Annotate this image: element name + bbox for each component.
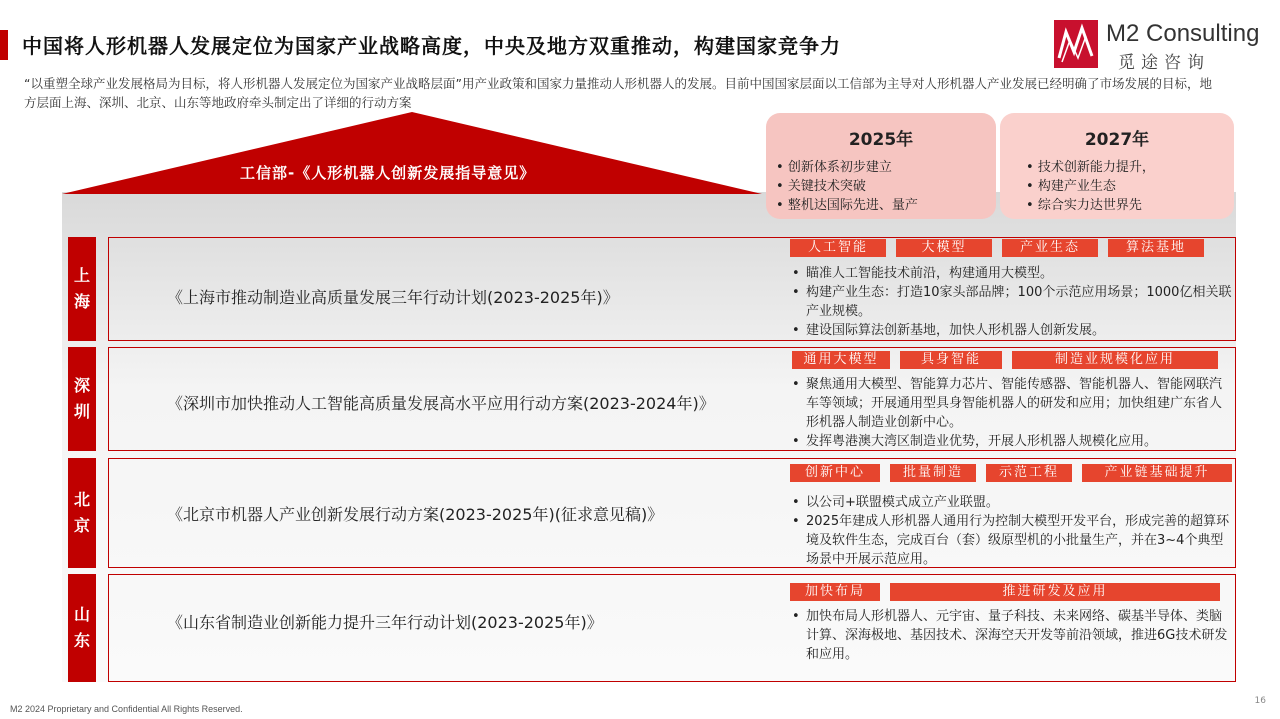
region-char: 海: [73, 292, 90, 311]
page-number: 16: [1254, 696, 1266, 706]
tags-shenzhen: [792, 351, 1218, 369]
plan-title-shenzhen: 《深圳市加快推动人工智能高质量发展高水平应用行动方案(2023-2024年)》: [167, 394, 715, 413]
goal-year: 2027年: [1084, 130, 1150, 150]
plan-title-shandong: 《山东省制造业创新能力提升三年行动计划(2023-2025年)》: [167, 613, 603, 632]
region-label-shenzhen: [68, 347, 96, 451]
m2-consulting-logo: [1054, 14, 1266, 74]
page-title: 中国将人形机器人发展定位为国家产业战略高度，中央及地方双重推动，构建国家竞争力: [22, 34, 841, 58]
region-label-shandong: [68, 574, 96, 682]
bullet-item: • 发挥粤港澳大湾区制造业优势，开展人形机器人规模化应用。: [792, 432, 1234, 451]
bullet-item: • 建设国际算法创新基地，加快人形机器人创新发展。: [792, 321, 1232, 340]
goal-item: • 关键技术突破: [776, 177, 996, 196]
tag: 制造业规模化应用: [1012, 351, 1218, 369]
intro-paragraph: “以重塑全球产业发展格局为目标，将人形机器人发展定位为国家产业战略层面”用产业政策和国家力量推动人形机器人的发展。目前中国国家层面以工信部为主导对人形机器人产业发展已经明确了市场发展的目标，地方层面上海、深圳、北京、山东等地政府牵头制定出了详细的行动方案: [24, 76, 1212, 110]
bullet-item: • 聚焦通用大模型、智能算力芯片、智能传感器、智能机器人、智能网联汽车等领域；开展通用型具身智能机器人的研发和应用；加快组建广东省人形机器人制造业创新中心。: [792, 375, 1234, 432]
plan-title-beijing: 《北京市机器人产业创新发展行动方案(2023-2025年)(征求意见稿)》: [167, 505, 664, 524]
bullet-item: • 以公司+联盟模式成立产业联盟。: [792, 493, 1232, 512]
footer-copyright: M2 2024 Proprietary and Confidential All Rights Reserved.: [10, 704, 243, 714]
tag: 批量制造: [890, 464, 976, 482]
tag: 加快布局: [790, 583, 880, 601]
bullet-item: • 构建产业生态：打造10家头部品牌；100个示范应用场景；1000亿相关联产业规模。: [792, 283, 1232, 321]
goal-card-2025: [766, 113, 996, 219]
tags-shanghai: [790, 239, 1204, 257]
goal-year: 2025年: [848, 130, 914, 150]
bullets-shanghai: [792, 264, 1232, 340]
logo-english: M2 Consulting: [1106, 20, 1260, 47]
tags-shandong: [790, 583, 1220, 601]
region-char: 东: [73, 631, 90, 650]
bullet-item: • 瞄准人工智能技术前沿，构建通用大模型。: [792, 264, 1232, 283]
region-char: 京: [73, 516, 90, 535]
goal-item: • 综合实力达世界先: [1026, 196, 1234, 215]
bullet-item: • 加快布局人形机器人、元宇宙、量子科技、未来网络、碳基半导体、类脑计算、深海极地、基因技术、深海空天开发等前沿领域，推进6G技术研发和应用。: [792, 607, 1232, 664]
tags-beijing: [790, 464, 1232, 482]
bullets-beijing: [792, 493, 1232, 569]
tag: 具身智能: [900, 351, 1002, 369]
plan-title-shanghai: 《上海市推动制造业高质量发展三年行动计划(2023-2025年)》: [167, 288, 619, 307]
bullets-shenzhen: [792, 375, 1234, 451]
tag: 算法基地: [1108, 239, 1204, 257]
tag: 创新中心: [790, 464, 880, 482]
tag: 推进研发及应用: [890, 583, 1220, 601]
goal-item: • 技术创新能力提升，: [1026, 158, 1234, 177]
bullet-item: • 2025年建成人形机器人通用行为控制大模型开发平台，形成完善的超算环境及软件生态，完成百台（套）级原型机的小批量生产，并在3~4个典型场景中开展示范应用。: [792, 512, 1232, 569]
region-char: 山: [73, 605, 90, 624]
tag: 产业链基础提升: [1082, 464, 1232, 482]
goal-item: • 创新体系初步建立: [776, 158, 996, 177]
region-char: 深: [73, 376, 90, 395]
tag: 示范工程: [986, 464, 1072, 482]
region-label-shanghai: [68, 237, 96, 341]
region-char: 北: [73, 490, 90, 509]
region-label-beijing: [68, 458, 96, 568]
tag: 产业生态: [1002, 239, 1098, 257]
logo-chinese: 觅途咨询: [1118, 53, 1210, 73]
goal-card-2027: [1000, 113, 1234, 219]
tag: 大模型: [896, 239, 992, 257]
goal-item: • 整机达国际先进、量产: [776, 196, 996, 215]
tag: 通用大模型: [792, 351, 890, 369]
bullets-shandong: [792, 607, 1232, 664]
tag: 人工智能: [790, 239, 886, 257]
region-char: 上: [73, 266, 90, 285]
m2-logo-icon: [1054, 18, 1098, 70]
national-policy-label: 工信部-《人形机器人创新发展指导意见》: [240, 164, 536, 182]
title-accent-bar: [0, 30, 8, 60]
region-char: 圳: [73, 402, 90, 421]
goal-item: • 构建产业生态: [1026, 177, 1234, 196]
